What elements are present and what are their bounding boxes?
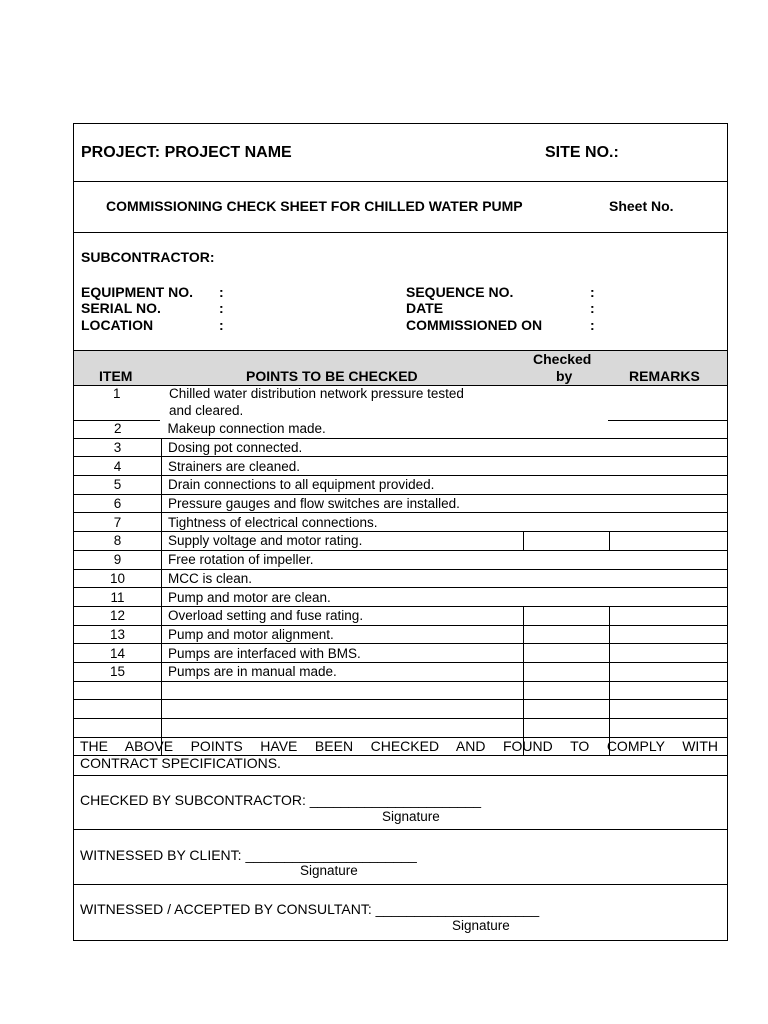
blank-item-cell [74, 719, 161, 738]
remarks-header: REMARKS [629, 368, 700, 384]
checked-by-cell[interactable] [523, 420, 609, 438]
checked-by-cell[interactable] [523, 438, 609, 457]
row-item-number: 8 [74, 532, 161, 551]
remarks-cell[interactable] [609, 681, 727, 700]
checked-by-subcontractor[interactable]: CHECKED BY SUBCONTRACTOR: ______________________ [80, 792, 482, 808]
remarks-cell[interactable] [609, 588, 727, 607]
points-header: POINTS TO BE CHECKED [246, 368, 418, 384]
remarks-cell[interactable] [609, 719, 727, 738]
row-point-text: Dosing pot connected. [161, 438, 523, 457]
compliance-statement-line2: CONTRACT SPECIFICATIONS. [80, 755, 281, 771]
checked-by-cell[interactable] [523, 700, 609, 719]
colon: : [219, 284, 224, 300]
table-row [74, 644, 727, 663]
row-item-number: 11 [74, 588, 161, 607]
row-item-number: 14 [74, 644, 161, 663]
row-item-number: 15 [74, 662, 161, 681]
table-row [74, 588, 727, 607]
remarks-cell[interactable] [609, 438, 727, 457]
checked-by-cell[interactable] [523, 550, 609, 569]
divider [74, 884, 727, 885]
checked-by-cell[interactable] [523, 662, 609, 681]
row-item-number: 2 [74, 420, 161, 438]
row-point-text: MCC is clean. [161, 569, 523, 588]
checked-by-cell[interactable] [523, 457, 609, 476]
row-item-number: 5 [74, 476, 161, 495]
divider [74, 829, 727, 830]
colon: : [590, 284, 595, 300]
witnessed-by-client[interactable]: WITNESSED BY CLIENT: ______________________ [80, 847, 417, 863]
remarks-cell[interactable] [609, 494, 727, 513]
table-row [74, 700, 727, 719]
colon: : [590, 300, 595, 316]
remarks-cell[interactable] [609, 662, 727, 681]
checked-by-cell[interactable] [523, 569, 609, 588]
checked-by-cell[interactable] [523, 513, 609, 532]
row-item-number: 7 [74, 513, 161, 532]
divider [74, 775, 727, 776]
commissioned-on-label: COMMISSIONED ON [406, 317, 543, 333]
remarks-cell[interactable] [609, 532, 727, 551]
divider [74, 232, 727, 233]
sequence-no-label: SEQUENCE NO. [406, 284, 514, 300]
row-point-text: Tightness of electrical connections. [161, 513, 523, 532]
row-point-text: Pumps are interfaced with BMS. [161, 644, 523, 663]
remarks-cell[interactable] [609, 420, 727, 438]
checked-by-cell[interactable] [523, 476, 609, 495]
table-row [74, 681, 727, 700]
table-row [74, 476, 727, 495]
equipment-no-label: EQUIPMENT NO. [81, 284, 194, 300]
divider [74, 350, 727, 351]
checked-by-cell[interactable] [523, 625, 609, 644]
row-point-text: Free rotation of impeller. [161, 550, 523, 569]
location-label: LOCATION [81, 317, 154, 333]
row-point-text: Overload setting and fuse rating. [161, 606, 523, 625]
signature-caption: Signature [300, 863, 358, 878]
row-point-text: Supply voltage and motor rating. [161, 532, 523, 551]
table-row [74, 513, 727, 532]
colon: : [219, 300, 224, 316]
checked-by-cell[interactable] [523, 606, 609, 625]
row-item-number: 9 [74, 550, 161, 569]
divider-tick [73, 232, 79, 233]
checked-by-cell[interactable] [523, 644, 609, 663]
sheet-no-label: Sheet No. [609, 198, 674, 214]
remarks-cell[interactable] [609, 476, 727, 495]
remarks-cell[interactable] [609, 569, 727, 588]
table-row [74, 494, 727, 513]
compliance-statement-line1: THE ABOVE POINTS HAVE BEEN CHECKED AND FOUND TO COMPLY WITH [80, 738, 718, 754]
row-point-text: Pump and motor alignment. [161, 625, 523, 644]
row-point-text: Makeup connection made. [161, 420, 523, 438]
checked-by-cell[interactable] [523, 532, 609, 551]
checked-by-header: Checked [533, 351, 592, 367]
colon: : [219, 317, 224, 333]
site-no-label: SITE NO.: [545, 144, 619, 161]
remarks-cell[interactable] [609, 457, 727, 476]
table-row [74, 719, 727, 738]
row-point-text: Pumps are in manual made. [161, 662, 523, 681]
sheet-title: COMMISSIONING CHECK SHEET FOR CHILLED WATER PUMP [106, 198, 523, 214]
checked-by-header-line2: by [556, 368, 573, 384]
project-label: PROJECT: PROJECT NAME [81, 144, 292, 161]
colon: : [590, 317, 595, 333]
blank-point-cell[interactable] [161, 719, 523, 738]
checked-by-cell[interactable] [523, 719, 609, 738]
table-row [74, 625, 727, 644]
table-row [74, 438, 727, 457]
table-row [74, 662, 727, 681]
serial-no-label: SERIAL NO. [81, 300, 161, 316]
blank-point-cell[interactable] [161, 681, 523, 700]
checklist-table [74, 420, 727, 756]
remarks-cell[interactable] [609, 606, 727, 625]
remarks-cell[interactable] [609, 625, 727, 644]
remarks-cell[interactable] [609, 513, 727, 532]
row-point-text: Drain connections to all equipment provided. [161, 476, 523, 495]
checked-by-cell[interactable] [523, 494, 609, 513]
row-item-number: 10 [74, 569, 161, 588]
row-point-text: Pressure gauges and flow switches are installed. [161, 494, 523, 513]
checked-by-cell[interactable] [523, 681, 609, 700]
remarks-cell[interactable] [609, 644, 727, 663]
table-row [74, 569, 727, 588]
witnessed-by-consultant[interactable]: WITNESSED / ACCEPTED BY CONSULTANT: _____________________ [80, 901, 540, 917]
signature-caption: Signature [452, 918, 510, 933]
table-row [74, 420, 727, 438]
row-item-number: 6 [74, 494, 161, 513]
table-row [74, 532, 727, 551]
table-row [74, 457, 727, 476]
divider [74, 181, 727, 182]
remarks-cell[interactable] [609, 700, 727, 719]
table-row [74, 606, 727, 625]
blank-point-cell[interactable] [161, 700, 523, 719]
row-item-number: 12 [74, 606, 161, 625]
row-point-text: Pump and motor are clean. [161, 588, 523, 607]
row-item-number: 4 [74, 457, 161, 476]
row-point-text: Strainers are cleaned. [161, 457, 523, 476]
row-item-number: 1 [113, 386, 121, 401]
date-label: DATE [406, 300, 444, 316]
item-header: ITEM [99, 368, 133, 384]
blank-item-cell [74, 681, 161, 700]
row-point-text: Chilled water distribution network pressure tested [169, 386, 464, 401]
remarks-cell[interactable] [609, 550, 727, 569]
subcontractor-label: SUBCONTRACTOR: [81, 249, 215, 265]
blank-item-cell [74, 700, 161, 719]
row-item-number: 13 [74, 625, 161, 644]
signature-caption: Signature [382, 809, 440, 824]
row-item-number: 3 [74, 438, 161, 457]
row-point-text: and cleared. [169, 403, 244, 418]
table-row [74, 550, 727, 569]
checked-by-cell[interactable] [523, 588, 609, 607]
